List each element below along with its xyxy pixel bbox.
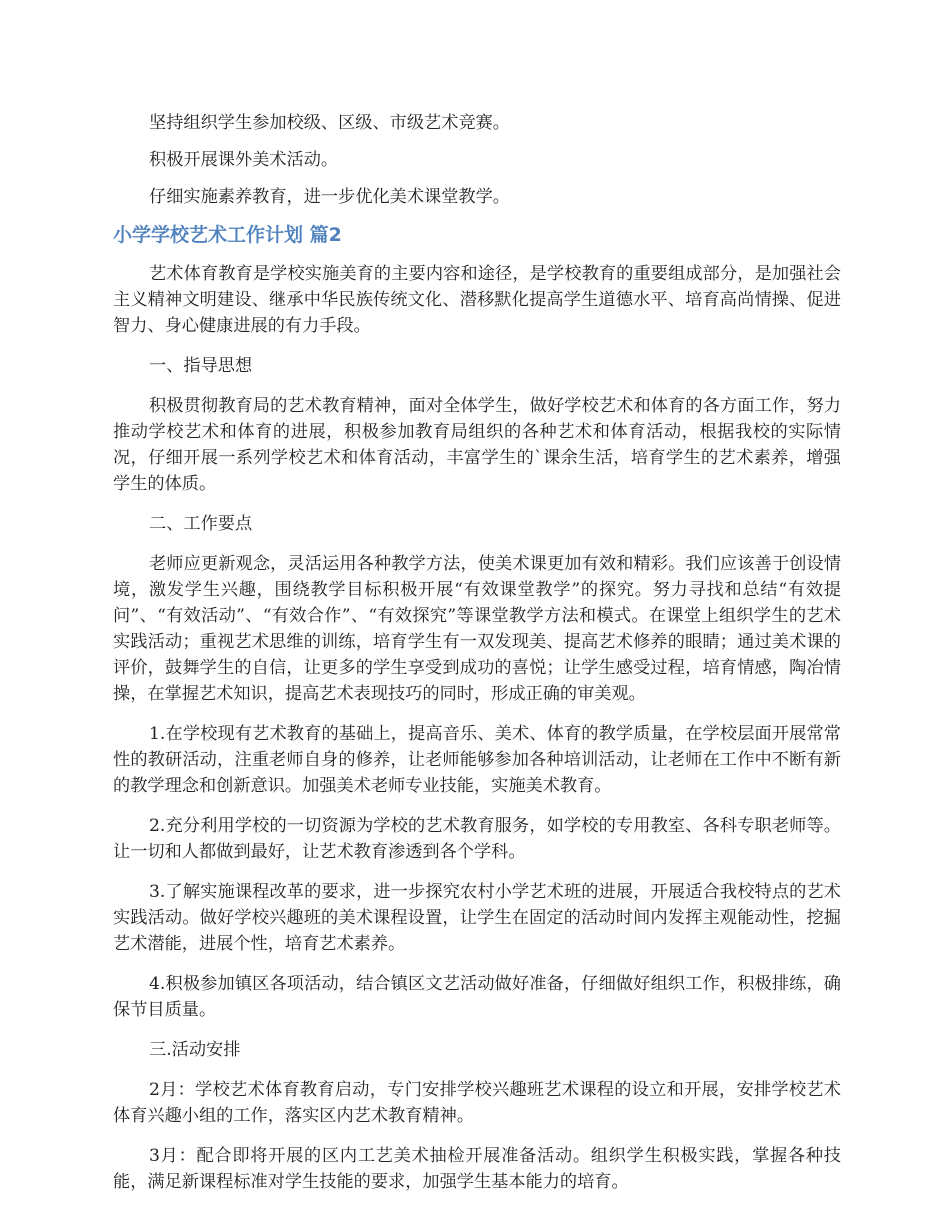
paragraph-march: 3月：配合即将开展的区内工艺美术抽检开展准备活动。组织学生积极实践，掌握各种技能，满足新课程标准对学生技能的要求，加强学生基本能力的培育。: [113, 1146, 841, 1192]
paragraph-item-3: 3.了解实施课程改革的要求，进一步探究农村小学艺术班的进展，开展适合我校特点的艺术实践活动。做好学校兴趣班的美术课程设置，让学生在固定的活动时间内发挥主观能动性，挖掘艺术潜能，进展个性，培育艺术素养。: [113, 882, 841, 954]
paragraph-february: 2月：学校艺术体育教育启动，专门安排学校兴趣班艺术课程的设立和开展，安排学校艺术体育兴趣小组的工作，落实区内艺术教育精神。: [113, 1080, 841, 1126]
paragraph-intro: 艺术体育教育是学校实施美育的主要内容和途径，是学校教育的重要组成部分，是加强社会主义精神文明建设、继承中华民族传统文化、潜移默化提高学生道德水平、培育高尚情操、促进智力、身心健康进展的有力手段。: [113, 264, 841, 336]
section-title: 小学学校艺术工作计划 篇2: [113, 224, 342, 246]
intro-item-1: 坚持组织学生参加校级、区级、市级艺术竞赛。: [149, 113, 510, 133]
paragraph-work-points: 老师应更新观念，灵活运用各种教学方法，使美术课更加有效和精彩。我们应该善于创设情境，激发学生兴趣，围绕教学目标积极开展“有效课堂教学”的探究。努力寻找和总结“有效提问”、“有效活动”、“有效合作”、“有效探究”等课堂教学方法和模式。在课堂上组织学生的艺术实践活动；重视艺术思维的训练，培育学生有一双发现美、提高艺术修养的眼睛；通过美术课的评价，鼓舞学生的自信，让更多的学生享受到成功的喜悦；让学生感受过程，培育情感，陶冶情操，在掌握艺术知识，提高艺术表现技巧的同时，形成正确的审美观。: [113, 554, 841, 704]
heading-guiding-ideology: 一、指导思想: [149, 356, 253, 376]
paragraph-item-1: 1.在学校现有艺术教育的基础上，提高音乐、美术、体育的教学质量，在学校层面开展常常性的教研活动，注重老师自身的修养，让老师能够参加各种培训活动，让老师在工作中不断有新的教学理念和创新意识。加强美术老师专业技能，实施美术教育。: [113, 724, 841, 796]
paragraph-item-4: 4.积极参加镇区各项活动，结合镇区文艺活动做好准备，仔细做好组织工作，积极排练，确保节目质量。: [113, 974, 841, 1020]
paragraph-item-2: 2.充分利用学校的一切资源为学校的艺术教育服务，如学校的专用教室、各科专职老师等。让一切和人都做到最好，让艺术教育渗透到各个学科。: [113, 816, 841, 862]
heading-work-points: 二、工作要点: [149, 514, 253, 534]
heading-activity-schedule: 三.活动安排: [149, 1040, 241, 1060]
intro-item-3: 仔细实施素养教育，进一步优化美术课堂教学。: [149, 187, 510, 207]
document-page: [113, 110, 841, 1209]
paragraph-guiding-ideology: 积极贯彻教育局的艺术教育精神，面对全体学生，做好学校艺术和体育的各方面工作，努力推动学校艺术和体育的进展，积极参加教育局组织的各种艺术和体育活动，根据我校的实际情况，仔细开展一系列学校艺术和体育活动，丰富学生的`课余生活，培育学生的艺术素养，增强学生的体质。: [113, 396, 841, 494]
intro-item-2: 积极开展课外美术活动。: [149, 150, 339, 170]
